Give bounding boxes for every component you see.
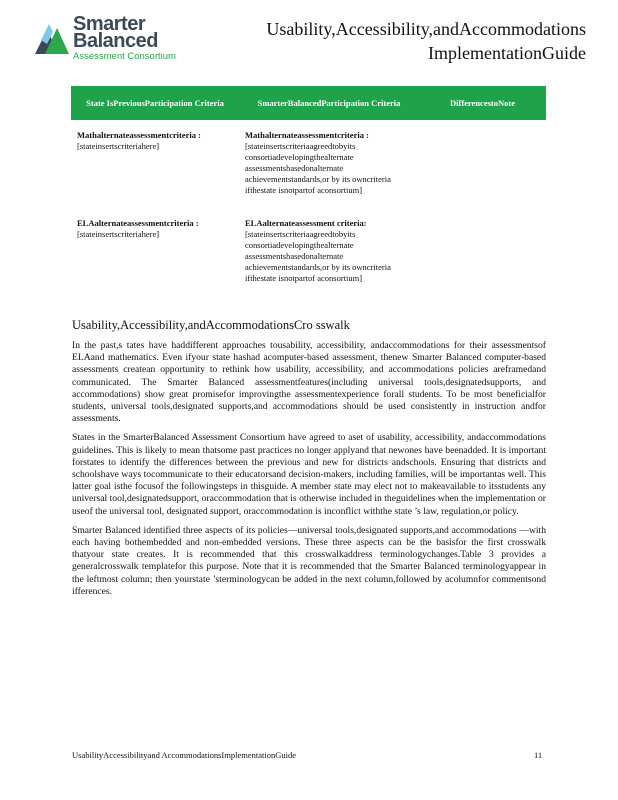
state-criteria-label: Mathalternateassessmentcriteria :: [77, 130, 201, 140]
column-header-smarter-balanced: SmarterBalancedParticipation Criteria: [239, 86, 419, 120]
table-row: [71, 120, 546, 208]
paragraph: In the past,s tates have haddifferent approaches tousability, accessibility, andaccommodations for their assessmentsof ELAand mathematics. Even ifyour state hashad acomputer-based assessment, thenew Smarter Balanced computer-based assessments createan opportunity to rethink how usability, accessibility, and accommodations policies areframedand communicated. The Smarter Balanced assessmentfeatures(including universal tools,designatedsupports, and accommodations) show great promisefor improvingthe assessmentexperience forall students. To be most beneficialfor students, universal tools,designated supports,and accommodations should be used consistently in instruction andfor assessments.: [72, 340, 546, 425]
sb-criteria-label: ELAalternateassessment criteria:: [245, 218, 367, 228]
state-criteria-cell: [71, 208, 239, 296]
state-criteria-label: ELAalternateassessmentcriteria :: [77, 218, 199, 228]
sb-criteria-value: [stateinsertscriteriaagreedtobyits consortiadevelopingthealternate assessmentsbasedonalternate achievementstandards,or by its owncriteria ifthestate isnotpartof aconsortium]: [245, 141, 391, 195]
smarter-balanced-logo: [33, 14, 183, 64]
footer-document-name: UsabilityAccessibilityand AccommodationsImplementationGuide: [72, 750, 297, 760]
logo-mark-icon: [33, 14, 73, 60]
table-header-row: [71, 86, 546, 120]
column-header-state: State IsPreviousParticipation Criteria: [71, 86, 239, 120]
document-title: [266, 17, 586, 65]
sb-criteria-cell: [239, 120, 419, 208]
state-criteria-cell: [71, 120, 239, 208]
column-header-differences: DifferencestoNote: [419, 86, 546, 120]
document-title-line1: Usability,Accessibility,andAccommodations: [266, 19, 586, 39]
differences-cell: [419, 208, 546, 296]
logo-text-line2: Balanced: [73, 30, 158, 52]
logo-text-line1: Smarter: [73, 13, 146, 35]
logo-text-line3: Assessment Consortium: [73, 51, 176, 62]
section-body: [72, 340, 546, 605]
sb-criteria-label: Mathalternateassessmentcriteria :: [245, 130, 369, 140]
section-heading: Usability,Accessibility,andAccommodationsCro sswalk: [72, 318, 350, 332]
sb-criteria-cell: [239, 208, 419, 296]
footer-page-number: 11: [534, 750, 543, 760]
document-title-line2: ImplementationGuide: [428, 43, 586, 63]
paragraph: Smarter Balanced identified three aspects of its policies—universal tools,designated supports,and accommodations —with each having bothembedded and non-embedded versions. These three aspects can be the basisfor the first crosswalk thatyour state creates. It is recommended that this crosswalkaddress terminologychanges.Table 3 provides a generalcrosswalk templatefor this purpose. Note that it is recommended that the Smarter Balanced terminologyappear in the leftmost column; then yourstate ’sterminologycan be added in the next column,followed by acolumnfor commentsond ifferences.: [72, 524, 546, 597]
table-row: [71, 208, 546, 296]
paragraph: States in the SmarterBalanced Assessment Consortium have agreed to aset of usability, accessibility, andaccommodations guidelines. This is likely to mean thatsome past practices no longer applyand that newones have beenadded. It is important forstates to identify the differences between the previous and new for districts andschools. Ensuring that districts and schoolshave ways tocommunicate to their educatorsand decision-makers, including families, will be importantas well. This latter goal isthe focusof the followingsteps in thisguide. A member state may elect not to makeavailable to itsstudents any universal tool,designatedsupport, oraccommodation that is otherwise included in theguidelines when the implementation or useof the universal tool, designated support, oraccommodation is inconflict withthe state ’s law, regulation,or policy.: [72, 432, 546, 517]
state-criteria-value: [stateinsertscriteriahere]: [77, 229, 160, 239]
differences-cell: [419, 120, 546, 208]
participation-criteria-table: [71, 86, 546, 296]
state-criteria-value: [stateinsertscriteriahere]: [77, 141, 160, 151]
sb-criteria-value: [stateinsertscriteriaagreedtobyits consortiadevelopingthealternate assessmentsbasedonalternate achievementstandards,or by its owncriteria ifthestate isnotpartof aconsortium]: [245, 229, 391, 283]
